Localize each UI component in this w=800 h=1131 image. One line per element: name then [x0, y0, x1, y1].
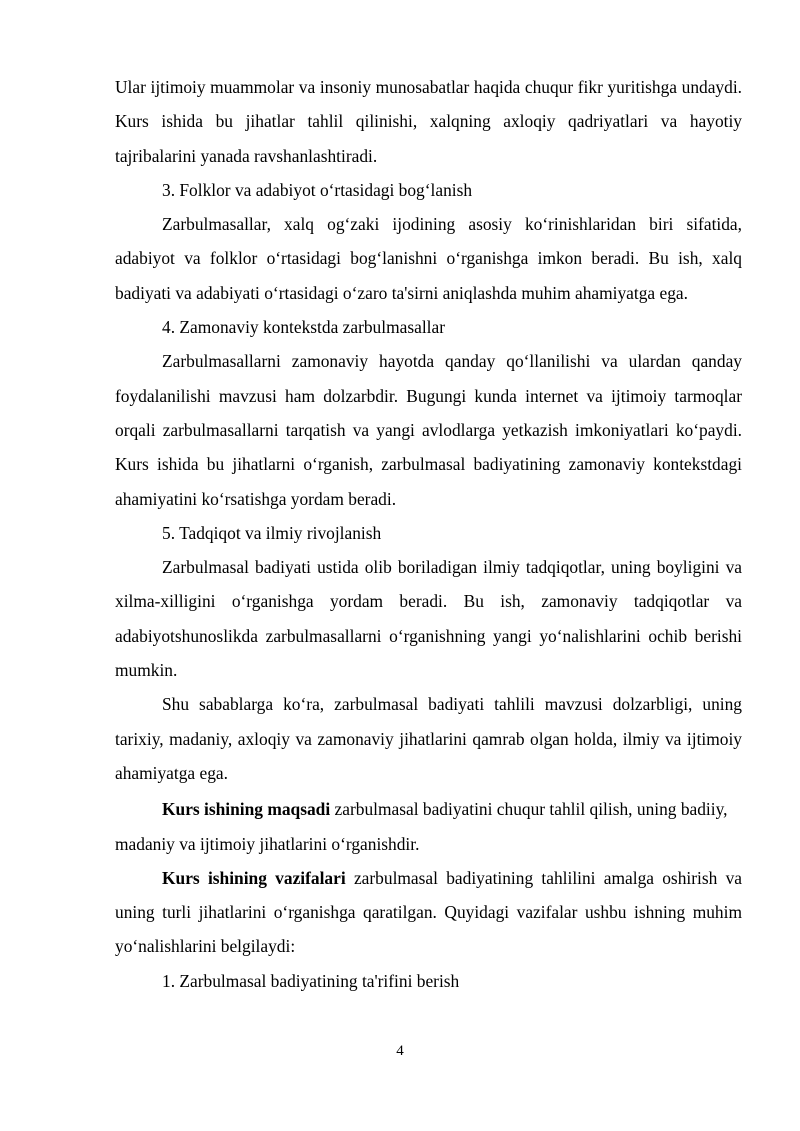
- goal-text: zarbulmasal badiyatini chuqur tahlil qilish, uning badiiy, madaniy va ijtimoiy jihatlarini o‘rganishdir.: [115, 799, 728, 854]
- section-heading-5: 5. Tadqiqot va ilmiy rivojlanish: [162, 522, 382, 543]
- tasks-label: Kurs ishining vazifalari: [162, 867, 346, 888]
- section-heading-3: 3. Folklor va adabiyot o‘rtasidagi bog‘lanish: [162, 179, 473, 200]
- tasks-text: zarbulmasal badiyatining tahlilini amalga oshirish va uning turli jihatlarini o‘rganishga qaratilgan. Quyidagi vazifalar ushbu ishning muhim yo‘nalishlarini belgilaydi:: [115, 867, 742, 957]
- paragraph-zamonaviy: Zarbulmasallarni zamonaviy hayotda qanday qo‘llanilishi va ulardan qanday foydalanilishi mavzusi ham dolzarbdir. Bugungi kunda internet va ijtimoiy tarmoqlar orqali zarbulmasallarni tarqatish va yangi avlodlarga yetkazish imkoniyatlari ko‘paydi. Kurs ishida bu jihatlarni o‘rganish, zarbulmasal badiyatining zamonaviy kontekstdagi ahamiyatini ko‘rsatishga yordam beradi.: [115, 351, 742, 509]
- paragraph-goal: [115, 792, 742, 861]
- page-body: [115, 70, 742, 998]
- page-number: 4: [396, 1043, 404, 1059]
- paragraph-tasks: [115, 861, 742, 964]
- paragraph-tadqiqot: Zarbulmasal badiyati ustida olib boriladigan ilmiy tadqiqotlar, uning boyligini va xilma-xilligini o‘rganishga yordam beradi. Bu ish, zamonaviy tadqiqotlar va adabiyotshunoslikda zarbulmasallarni o‘rganishning yangi yo‘nalishlarini ochib berishi mumkin.: [115, 557, 742, 681]
- paragraph-folklor: Zarbulmasallar, xalq og‘zaki ijodining asosiy ko‘rinishlaridan biri sifatida, adabiyot va folklor o‘rtasidagi bog‘lanishni o‘rganishga imkon beradi. Bu ish, xalq badiyati va adabiyati o‘rtasidagi o‘zaro ta'sirni aniqlashda muhim ahamiyatga ega.: [115, 214, 742, 303]
- paragraph-intro: Ular ijtimoiy muammolar va insoniy munosabatlar haqida chuqur fikr yuritishga undaydi. Kurs ishida bu jihatlar tahlil qilinishi, xalqning axloqiy qadriyatlari va hayotiy tajribalarini yanada ravshanlashtiradi.: [115, 77, 742, 166]
- section-heading-4: 4. Zamonaviy kontekstda zarbulmasallar: [162, 317, 445, 338]
- goal-label: Kurs ishining maqsadi: [162, 799, 331, 820]
- paragraph-conclusion: Shu sabablarga ko‘ra, zarbulmasal badiyati tahlili mavzusi dolzarbligi, uning tarixiy, madaniy, axloqiy va zamonaviy jihatlarini qamrab olgan holda, ilmiy va ijtimoiy ahamiyatga ega.: [115, 694, 742, 783]
- task-item-1: 1. Zarbulmasal badiyatining ta'rifini berish: [162, 970, 460, 991]
